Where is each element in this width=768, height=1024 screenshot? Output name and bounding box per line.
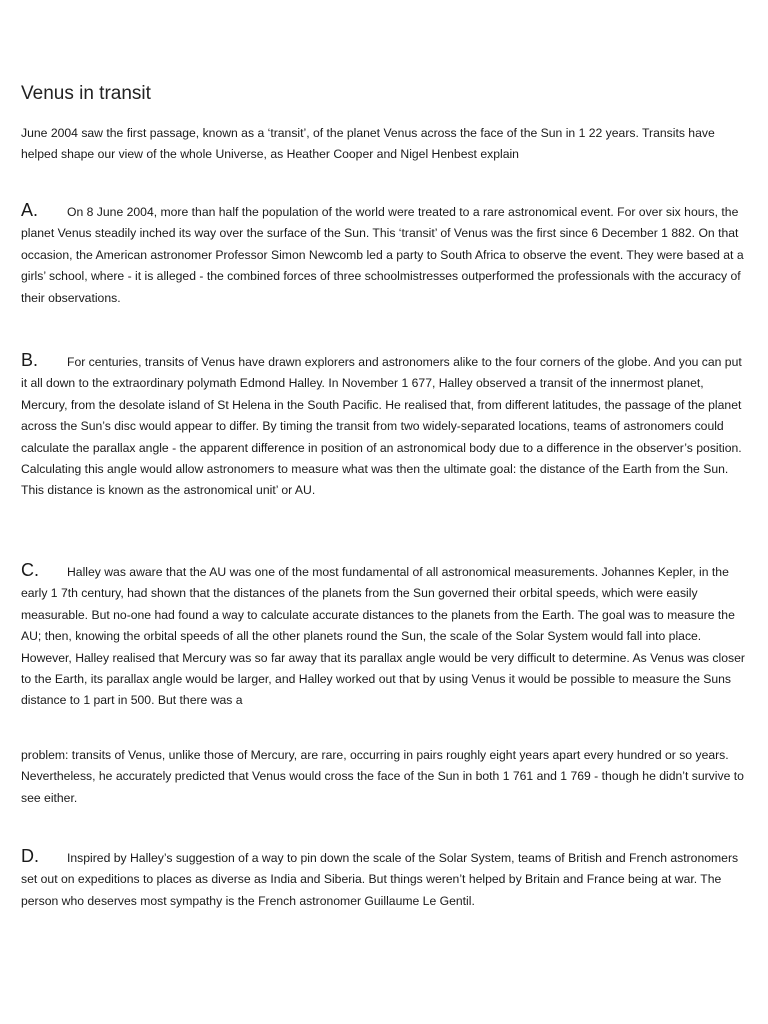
paragraph-c-continuation [21, 745, 745, 809]
page-title: Venus in transit [21, 83, 151, 104]
paragraph-text-c-continuation: problem: transits of Venus, unlike those of Mercury, are rare, occurring in pairs roughly eight years apart every hundred or so years. Nevertheless, he accurately predicted that Venus would cross the face of the Sun in both 1 761 and 1 769 - though he didn’t survive to see either. [21, 748, 744, 805]
paragraph-text-a: On 8 June 2004, more than half the population of the world were treated to a rare astronomical event. For over six hours, the planet Venus steadily inched its way over the surface of the Sun. This ‘transit’ of Venus was the first since 6 December 1 882. On that occasion, the American astronomer Professor Simon Newcomb led a party to South Africa to observe the event. They were based at a girls’ school, where - it is alleged - the combined forces of three schoolmistresses outperformed the professionals with the accuracy of their observations. [21, 205, 744, 305]
paragraph-letter-a: A. [21, 200, 39, 220]
paragraph-text-c: Halley was aware that the AU was one of the most fundamental of all astronomical measurements. Johannes Kepler, in the early 1 7th century, had shown that the distances of the planets from the Sun governed their orbital speeds, which were easily measurable. But no-one had found a way to calculate accurate distances to the planets from the Earth. The goal was to measure the AU; then, knowing the orbital speeds of all the other planets round the Sun, the scale of the Solar System would fall into place. However, Halley realised that Mercury was so far away that its parallax angle would be very difficult to determine. As Venus was closer to the Earth, its parallax angle would be larger, and Halley worked out that by using Venus it would be possible to measure the Suns distance to 1 part in 500. But there was a [21, 565, 745, 708]
paragraph-a [21, 200, 745, 309]
intro-paragraph: June 2004 saw the first passage, known as a ‘transit’, of the planet Venus across the face of the Sun in 1 22 years. Transits have helped shape our view of the whole Universe, as Heather Cooper and Nigel Henbest explain [21, 126, 715, 161]
paragraph-d [21, 846, 745, 912]
paragraph-text-b: For centuries, transits of Venus have drawn explorers and astronomers alike to the four corners of the globe. And you can put it all down to the extraordinary polymath Edmond Halley. In November 1 677, Halley observed a transit of the innermost planet, Mercury, from the desolate island of St Helena in the South Pacific. He realised that, from different latitudes, the passage of the planet across the Sun’s disc would appear to differ. By timing the transit from two widely-separated locations, teams of astronomers could calculate the parallax angle - the apparent difference in position of an astronomical body due to a difference in the observer’s position. Calculating this angle would allow astronomers to measure what was then the ultimate goal: the distance of the Earth from the Sun. This distance is known as the astronomical unit’ or AU. [21, 355, 742, 498]
paragraph-letter-c: C. [21, 560, 39, 580]
paragraph-c [21, 560, 745, 712]
paragraph-letter-d: D. [21, 846, 39, 866]
paragraph-b [21, 350, 745, 502]
paragraph-letter-b: B. [21, 350, 39, 370]
paragraph-text-d: Inspired by Halley’s suggestion of a way to pin down the scale of the Solar System, teams of British and French astronomers set out on expeditions to places as diverse as India and Siberia. But things weren’t helped by Britain and France being at war. The person who deserves most sympathy is the French astronomer Guillaume Le Gentil. [21, 851, 739, 908]
